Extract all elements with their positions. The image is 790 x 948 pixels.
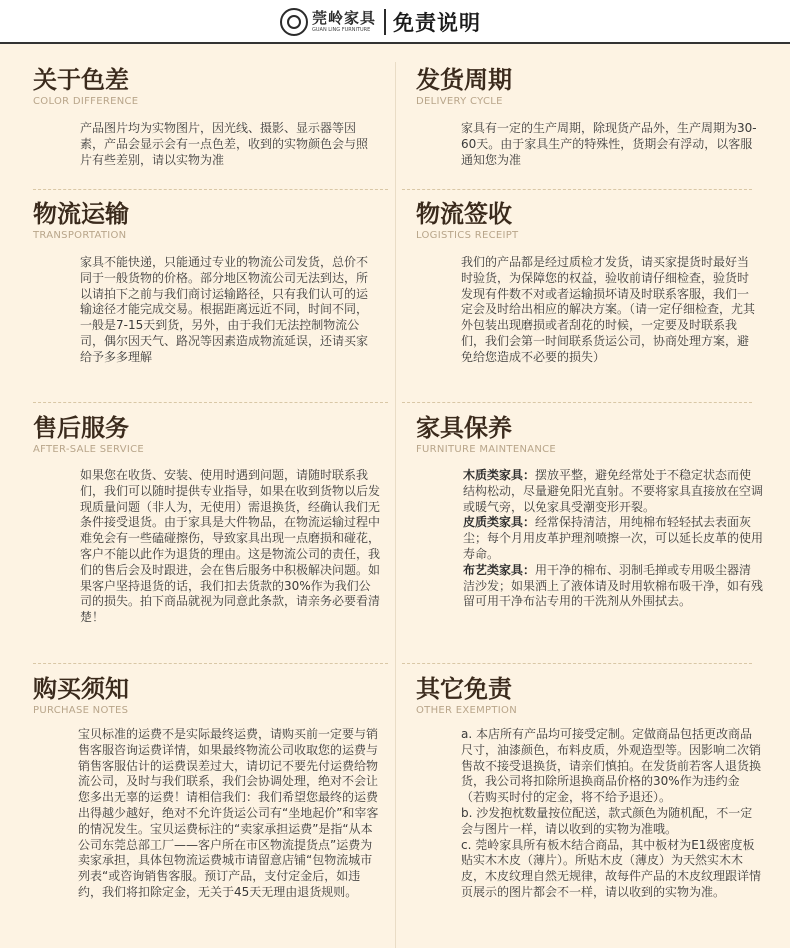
section-subtitle: TRANSPORTATION [33,230,127,241]
disclaimer-content [0,44,790,948]
section-title: 物流运输 [33,199,129,228]
exemption-item: b. 沙发抱枕数量按位配送，款式颜色为随机配，不一定会与图片一样，请以收到的实物为准哦。 [461,805,753,836]
maintenance-text: 摆放平整，避免经常处于不稳定状态而使结构松动，尽量避免阳光直射。不要将家具直接放在空调或暖气旁，以免家具受潮变形开裂。 [463,468,764,514]
row-divider [33,663,388,664]
page-title: 免责说明 [393,11,482,35]
section-body: 产品图片均为实物图片，因光线、摄影、显示器等因素，产品会显示会有一点色差，收到的实物颜色会与照片有些差别，请以实物为准 [80,121,369,167]
brand-name-en: GUAN LING FURNITURE [312,27,371,33]
section-subtitle: FURNITURE MAINTENANCE [416,444,557,455]
section-body: 宝贝标准的运费不是实际最终运费，请购买前一定要与销售客服咨询运费详情，如果最终物流公司收取您的运费与销售客服估计的运费误差过大，请切记不要先付运费给物流公司，及时与我们联系，我们会协调处理，绝对不会让您多出无辜的运费！请相信我们：我们希望您最终的运费出得越少越好，绝对不允许货运公司有“坐地起价”和宰客的情况发生。宝贝运费标注的“卖家承担运费”是指“从本公司东莞总部工厂——客户所在市区物流提货点”运费为卖家承担，具体包物流运费城市请留意店铺“包物流城市列表“或咨询销售客服。预订产品，支付定金后，如违约，我们将扣除定金，无关于45天无理由退货规则。 [78,727,379,899]
section-body: 如果您在收货、安装、使用时遇到问题，请随时联系我们，我们可以随时提供专业指导，如果在收到货物以后发现质量问题（非人为，无使用）需退换货，经确认我们无条件接受退货。由于家具是大件物品，在物流运输过程中难免会有一些磕碰擦伤，导致家具出现一点磨损和碰花，客户不能以此作为退货的理由。这是物流公司的责任，我们的售后会及时跟进，会在售后服务中积极解决问题。如果客户坚持退货的话，我们扣去货款的30%作为我们公司的损失。拍下商品就视为同意此条款，请亲务必要看清楚！ [80,468,381,625]
page-header [0,0,790,44]
maintenance-label: 木质类家具： [463,468,536,482]
section-title: 售后服务 [33,413,129,442]
exemption-item: c. 莞岭家具所有板木结合商品，其中板材为E1级密度板贴实木木皮（薄片）。所贴木皮（薄皮）为天然实木木皮，木皮纹理自然无规律，故每件产品的木皮纹理跟详情页展示的图片都会不一样，请以收到的实物为准。 [461,837,762,899]
section-subtitle: DELIVERY CYCLE [416,96,503,107]
section-subtitle: LOGISTICS RECEIPT [416,230,519,241]
section-furniture-maintenance [416,414,556,456]
maintenance-label: 皮质类家具： [463,515,536,530]
row-divider [402,663,752,664]
maintenance-list [463,468,763,610]
row-divider [402,402,752,403]
section-title: 关于色差 [33,65,129,94]
brand-logo-icon [280,8,308,36]
section-body: 家具不能快递，只能通过专业的物流公司发货，总价不同于一般货物的价格。部分地区物流公司无法到达，所以请拍下之前与我们商讨运输路径，只有我们认可的运输途径才能完成交易。根据距离远近不同，时间不同，一般是7-15天到货，另外，由于我们无法控制物流公司，偶尔因天气、路况等因素造成物流延误，还请买家给予多多理解 [80,255,369,364]
column-divider [395,62,396,948]
section-transportation [33,200,129,242]
section-body: 我们的产品都是经过质检才发货，请买家提货时最好当时验货，为保障您的权益，验收前请仔细检查，验货时发现有件数不对或者运输损坏请及时联系客服，我们一定会及时给出相应的解决方案。（请一定仔细检查，尤其外包装出现磨损或者刮花的时候，一定要及时联系我们，我们会第一时间联系货运公司，协商处理方案，避免给您造成不必要的损失） [461,255,756,364]
section-logistics-receipt [416,200,518,242]
section-title: 购买须知 [33,674,129,703]
section-after-sale [33,414,144,456]
section-title: 其它免责 [416,674,512,703]
row-divider [33,402,388,403]
section-title: 物流签收 [416,199,512,228]
section-body: 家具有一定的生产周期，除现货产品外，生产周期为30-60天。由于家具生产的特殊性，货期会有浮动，以客服通知您为准 [461,121,757,167]
section-title: 发货周期 [416,65,512,94]
header-separator [384,9,386,35]
maintenance-text: 经常保持清洁，用纯棉布轻轻拭去表面灰尘；每个月用皮革护理剂喷擦一次，可以延长皮革的使用寿命。 [463,515,764,561]
maintenance-item [463,563,763,610]
row-divider [33,189,388,190]
section-other-exemption [416,675,517,717]
brand-name-cn: 莞岭家具 [312,9,377,27]
exemption-item: a. 本店所有产品均可接受定制。定做商品包括更改商品尺寸，油漆颜色，布料皮质，外观造型等。因影响二次销售故不接受退换货，请亲们慎拍。在发货前若客人退货换货，我公司将扣除所退换商品价格的30%作为违约金（若购买时付的定金，将不给予退还）。 [461,727,762,805]
section-purchase-notes [33,675,129,717]
section-color-difference [33,66,138,108]
brand-logo [280,5,481,39]
maintenance-text: 用干净的棉布、羽制毛掸或专用吸尘器清洁沙发；如果洒上了液体请及时用软棉布吸干净，如有残留可用干净布沾专用的干洗剂从外围拭去。 [463,562,764,609]
maintenance-item [463,468,763,515]
maintenance-label: 布艺类家具： [463,562,536,577]
exemption-list [461,727,761,901]
brand-logo-text [312,10,376,34]
section-subtitle: COLOR DIFFERENCE [33,96,139,107]
maintenance-item [463,515,763,562]
section-subtitle: OTHER EXEMPTION [416,705,517,716]
section-title: 家具保养 [416,413,512,442]
section-subtitle: AFTER-SALE SERVICE [33,444,144,455]
section-delivery-cycle [416,66,512,108]
section-subtitle: PURCHASE NOTES [33,705,129,716]
row-divider [402,189,752,190]
